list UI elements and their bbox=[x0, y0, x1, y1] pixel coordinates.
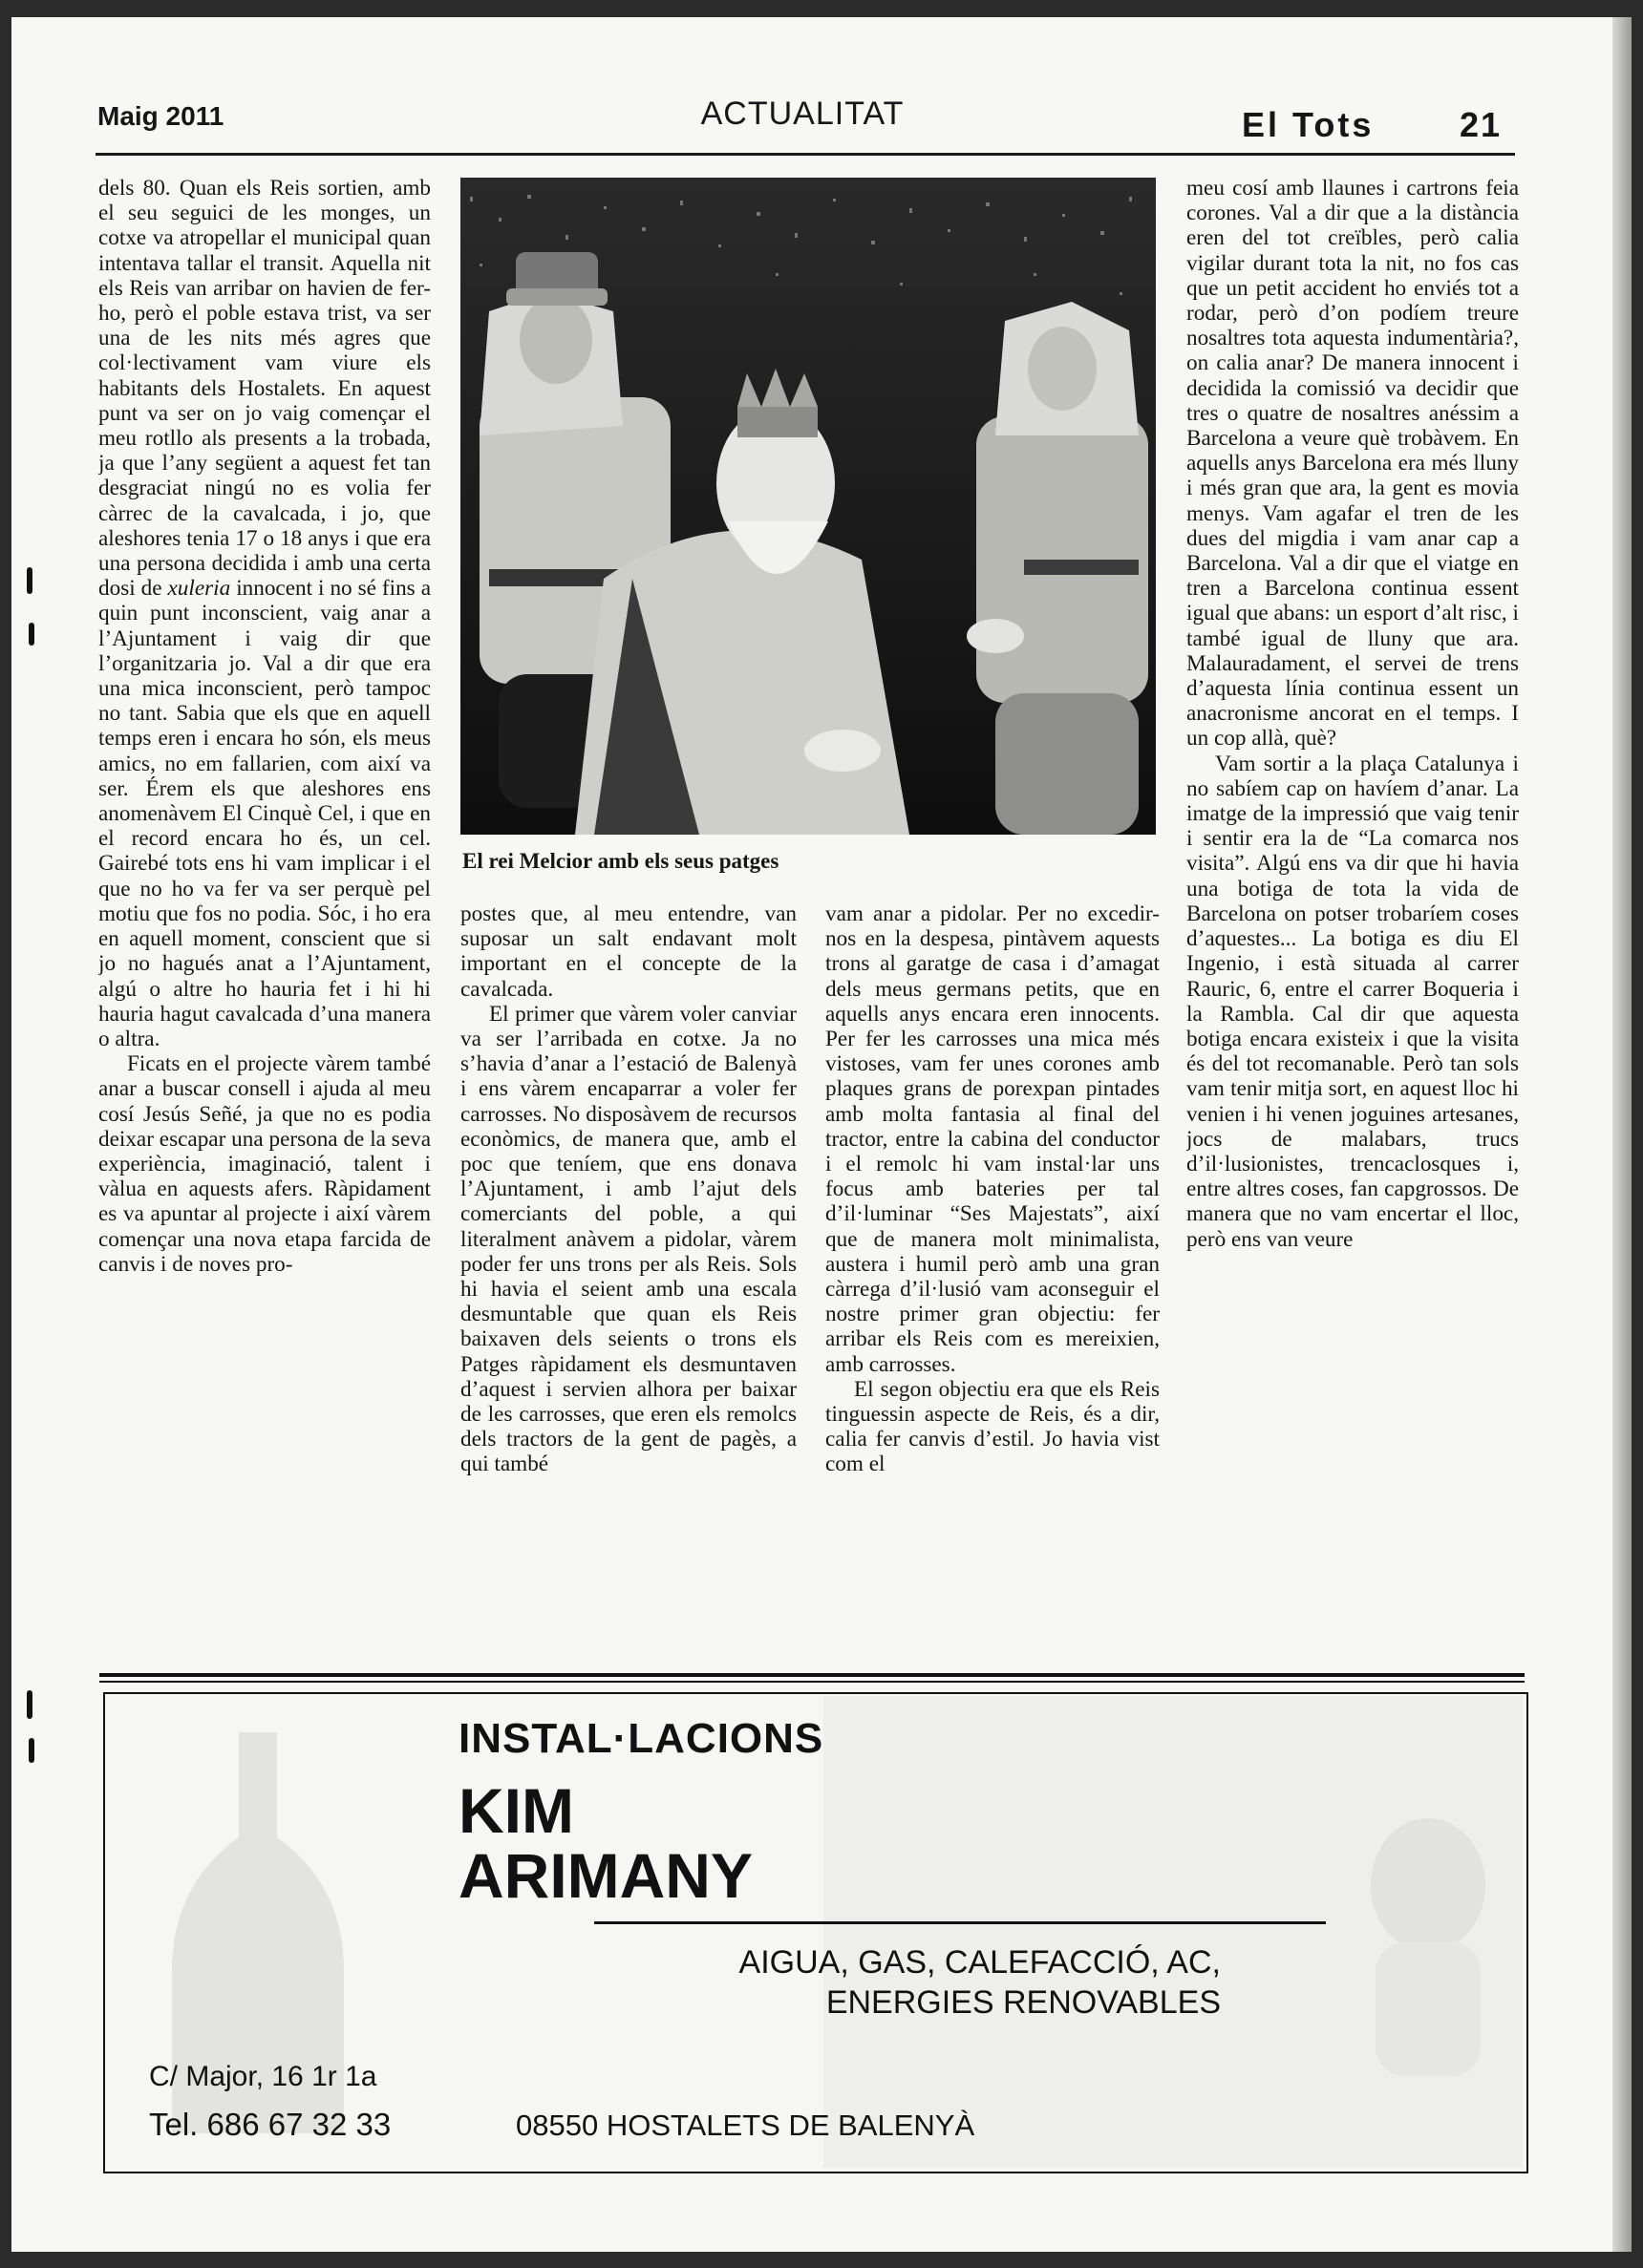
ad-top-rule bbox=[99, 1681, 1525, 1683]
article-column-3 bbox=[825, 901, 1160, 1652]
paragraph: El primer que vàrem voler canviar va ser l’arribada en cotxe. Ja no s’havia d’anar a l’estació de Balenyà i ens vàrem encaparrar a voler fer carrosses. No disposàvem de recursos econòmics, de manera que, amb el poc que teníem, que ens donava l’Ajuntament, i amb l’ajut dels comerciants del poble, a qui literalment anàvem a pidolar, vàrem poder fer uns trons per als Reis. Sols hi havia el seient amb una escala desmuntable que quan els Reis baixaven dels seients o trons els Patges ràpidament els desmuntaven d’aquest i servien alhora per baixar de les carrosses, que eren els remolcs dels tractors de la gent de pagès, a qui també bbox=[460, 1001, 797, 1477]
ad-title: INSTAL·LACIONS bbox=[459, 1715, 824, 1762]
paragraph: Ficats en el projecte vàrem també anar a buscar consell i ajuda al meu cosí Jesús Señé, ja que no es podia deixar escapar una persona de la seva experiència, imaginació, talent i vàlua en aquests afers. Ràpidament es va apuntar al projecte i així vàrem començar una nova etapa farcida de canvis i de noves pro- bbox=[98, 1051, 431, 1277]
page-number: 21 bbox=[1460, 105, 1503, 144]
issue-date: Maig 2011 bbox=[97, 101, 224, 131]
header-rule bbox=[96, 153, 1515, 156]
article-column-4 bbox=[1186, 176, 1519, 1652]
ad-services: AIGUA, GAS, CALEFACCIÓ, AC, bbox=[738, 1944, 1221, 1981]
section-title: ACTUALITAT bbox=[700, 95, 905, 132]
paragraph: vam anar a pidolar. Per no excedir-nos en la despesa, pintàvem aquests trons al garatge de casa i d’amagat dels meus germans petits, que en aquells anys encara eren innocents. Per fer les carrosses una mica més vistoses, vam fer unes corones amb plaques grans de porexpan pintades amb molta fantasia al final del tractor, entre la cabina del conductor i el remolc hi vam instal·lar uns focus amb bateries per tal d’il·luminar “Ses Majestats”, així que de manera molt minimalista, austera i humil però amb una gran càrrega d’il·lusió vam aconseguir el nostre primer gran objectiu: fer arribar els Reis com es mereixien, amb carrosses. bbox=[825, 901, 1160, 1377]
ad-address: C/ Major, 16 1r 1a bbox=[149, 2061, 377, 2092]
ad-name-first: KIM bbox=[459, 1775, 574, 1846]
binding-mark bbox=[29, 1738, 34, 1763]
ad-phone: Tel. 686 67 32 33 bbox=[149, 2107, 392, 2142]
publication-name: El Tots bbox=[1242, 105, 1375, 144]
ad-top-rule bbox=[99, 1673, 1525, 1677]
photo-caption: El rei Melcior amb els seus patges bbox=[462, 849, 779, 873]
italic-term: xuleria bbox=[167, 576, 231, 602]
binding-mark bbox=[27, 1690, 32, 1719]
photo-illustration bbox=[460, 178, 1156, 835]
paragraph: El segon objectiu era que els Reis tinguessin aspecte de Reis, és a dir, calia fer canvis d’estil. Jo havia vist com el bbox=[825, 1376, 1160, 1477]
advertisement bbox=[103, 1692, 1528, 2173]
paragraph: meu cosí amb llaunes i cartrons feia corones. Val a dir que a la distància eren del tot creïbles, però calia vigilar durant tota la nit, no fos cas que un petit accident ho enviés tot a rodar, però d’on podíem treure nosaltres tota aquesta indumentària?, on calia anar? De manera innocent i decidida la comissió va decidir que tres o quatre de nosaltres anéssim a Barcelona a veure què trobàvem. En aquells anys Barcelona era més lluny i més gran que ara, la gent es movia menys. Vam agafar el tren de les dues del migdia i vam anar cap a Barcelona. Val a dir que el viatge en tren a Barcelona continua essent igual que abans: un esport d’alt risc, i també igual de lluny que ara. Malauradament, el servei de trens d’aquesta línia continua essent un anacronisme ancorat en el temps. I un cop allà, què? bbox=[1186, 176, 1519, 752]
paragraph: Vam sortir a la plaça Catalunya i no sabíem cap on havíem d’anar. La imatge de la impressió que vaig tenir i sentir era la de “La comarca nos visita”. Algú ens va dir que hi havia una botiga de tota la vida de Barcelona on potser trobaríem coses d’aquestes... La botiga es diu El Ingenio, i està situada al carrer Rauric, 6, entre el carrer Boqueria i la Rambla. Cal dir que aquesta botiga encara existeix i que la visita és del tot recomanable. Però tan sols vam tenir mitja sort, en aquest lloc hi venien i hi venen joguines artesanes, jocs de malabars, trucs d’il·lusionistes, trencaclosques i, entre altres coses, fan capgrossos. De manera que no vam encertar el lloc, però ens van veure bbox=[1186, 751, 1519, 1252]
ad-divider bbox=[594, 1921, 1326, 1924]
ad-name-last: ARIMANY bbox=[459, 1840, 753, 1911]
article-photo bbox=[460, 178, 1156, 835]
paragraph: dels 80. Quan els Reis sortien, amb el seu seguici de les monges, un cotxe va atropellar el municipal quan intentava tallar el transit. Aquella nit els Reis van arribar on havien de fer-ho, però el poble estava trist, va ser una de les nits més agres que col·lectivament vam viure els habitants dels Hostalets. En aquest punt va ser on jo vaig començar el meu rotllo als presents a la trobada, ja que l’any següent a aquest fet tan desgraciat ningú no es volia fer càrrec de la cavalcada, i jo, que aleshores tenia 17 o 18 anys i que era una persona decidida i amb una certa dosi de xuleria innocent i no sé fins a quin punt inconscient, vaig anar a l’Ajuntament i vaig dir que l’organitzaria jo. Val a dir que era una mica inconscient, però tampoc no tant. Sabia que els que en aquell temps eren i encara ho són, els meus amics, no em fallarien, com així va ser. Érem els que aleshores ens anomenàvem El Cinquè Cel, i que en el record encara ho és, un cel. Gairebé tots ens hi vam implicar i el que no ho va fer va ser perquè pel motiu que fos no podia. Sóc, i ho era en aquell moment, conscient que si jo no hagués anat a l’Ajuntament, algú o altre ho hauria fet i hi hi hauria hagut cavalcada d’una manera o altra. bbox=[98, 176, 431, 1051]
article-column-2 bbox=[460, 901, 797, 1652]
binding-mark bbox=[27, 567, 32, 594]
paragraph: postes que, al meu entendre, van suposar un salt endavant molt important en el concepte de la cavalcada. bbox=[460, 901, 797, 1002]
page-edge bbox=[1612, 17, 1632, 2252]
ad-city: 08550 HOSTALETS DE BALENYÀ bbox=[516, 2109, 975, 2142]
article-column-1 bbox=[98, 176, 431, 1652]
ad-services: ENERGIES RENOVABLES bbox=[825, 1984, 1221, 2021]
figure-watermark bbox=[1347, 1809, 1509, 2076]
binding-mark bbox=[29, 623, 34, 646]
